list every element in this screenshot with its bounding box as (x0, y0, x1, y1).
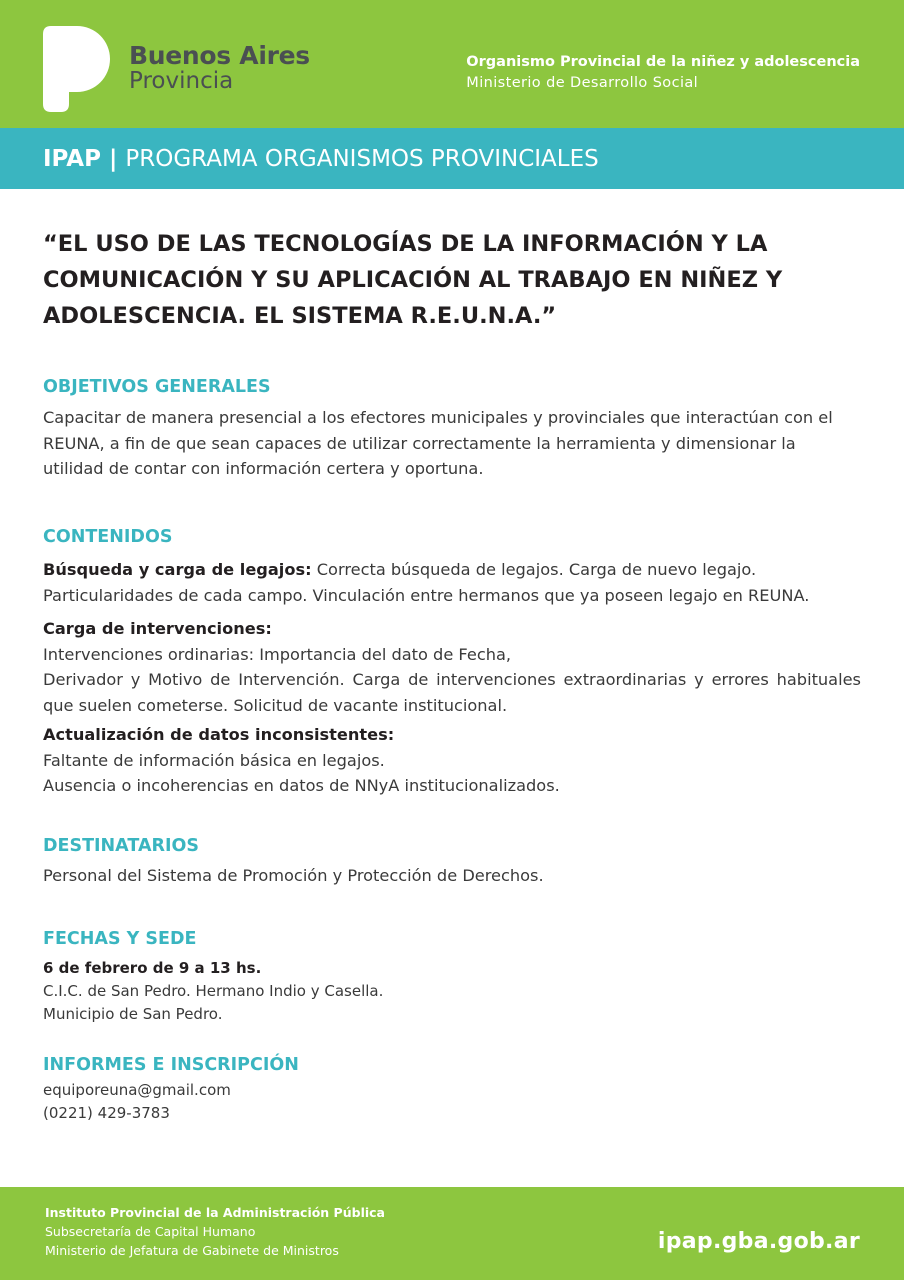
organization-block (466, 53, 860, 94)
brand-line-2: Provincia (129, 68, 234, 94)
fechas-block (43, 957, 861, 1026)
fechas-heading: FECHAS Y SEDE (43, 929, 197, 949)
destinatarios-text: Personal del Sistema de Promoción y Protección de Derechos. (43, 866, 544, 885)
objetivos-text: Capacitar de manera presencial a los efectores municipales y provinciales que interactúan con el REUNA, a fin de que sean capaces de utilizar correctamente la herramienta y dimensionar la utilidad de contar con información certera y oportuna. (43, 408, 833, 478)
footer-band (0, 1187, 904, 1280)
footer-ministerio: Ministerio de Jefatura de Gabinete de Ministros (45, 1243, 339, 1258)
intervenciones-label: Carga de intervenciones: (43, 619, 272, 638)
destinatarios-heading: DESTINATARIOS (43, 836, 199, 856)
intervenciones-line-1: Intervenciones ordinarias: Importancia del dato de Fecha, (43, 644, 512, 664)
informes-heading: INFORMES E INSCRIPCIÓN (43, 1055, 299, 1075)
header-band (0, 0, 904, 128)
fechas-municipality: Municipio de San Pedro. (43, 1005, 223, 1023)
program-band (0, 128, 904, 189)
busqueda-text: Correcta búsqueda de legajos. Carga de nuevo legajo. Particularidades de cada campo. Vinculación entre hermanos que ya poseen legajo en REUNA. (43, 560, 810, 605)
actualizacion-label: Actualización de datos inconsistentes: (43, 725, 395, 744)
program-acronym: IPAP (43, 146, 101, 172)
actualizacion-line-2: Ausencia o incoherencias en datos de NNyA institucionalizados. (43, 776, 560, 795)
contenidos-heading: CONTENIDOS (43, 527, 173, 547)
brand-logo-text (129, 42, 310, 94)
organization-name: Organismo Provincial de la niñez y adolescencia (466, 54, 860, 70)
course-title: “EL USO DE LAS TECNOLOGÍAS DE LA INFORMACIÓN Y LA COMUNICACIÓN Y SU APLICACIÓN AL TRABAJO EN NIÑEZ Y ADOLESCENCIA. EL SISTEMA R.E.U.N.A.” (43, 231, 783, 329)
footer-website-link[interactable]: ipap.gba.gob.ar (657, 1229, 860, 1254)
footer-institution (45, 1203, 385, 1260)
program-title (43, 146, 599, 172)
brand-line-1: Buenos Aires (129, 41, 310, 70)
actualizacion-line-1: Faltante de información básica en legajos. (43, 750, 385, 770)
busqueda-label: Búsqueda y carga de legajos: (43, 560, 312, 579)
intervenciones-text: Derivador y Motivo de Intervención. Carga de intervenciones extraordinarias y errores habituales que suelen cometerse. Solicitud de vacante institucional. (43, 670, 861, 715)
actualizacion-item (43, 722, 861, 799)
contact-phone[interactable]: (0221) 429-3783 (43, 1104, 170, 1122)
fechas-venue: C.I.C. de San Pedro. Hermano Indio y Casella. (43, 982, 384, 1000)
informes-block (43, 1079, 861, 1125)
contact-email[interactable]: equiporeuna@gmail.com (43, 1081, 231, 1099)
ministry-name: Ministerio de Desarrollo Social (466, 75, 699, 91)
footer-institute-name: Instituto Provincial de la Administración Pública (45, 1205, 385, 1220)
intervenciones-item (43, 616, 861, 718)
objetivos-heading: OBJETIVOS GENERALES (43, 377, 271, 397)
bsas-provincia-logo-icon (43, 26, 111, 118)
program-name: PROGRAMA ORGANISMOS PROVINCIALES (125, 146, 599, 172)
busqueda-item (43, 557, 861, 608)
fechas-date: 6 de febrero de 9 a 13 hs. (43, 959, 262, 977)
footer-subsecretaria: Subsecretaría de Capital Humano (45, 1224, 256, 1239)
program-separator: | (100, 146, 126, 172)
